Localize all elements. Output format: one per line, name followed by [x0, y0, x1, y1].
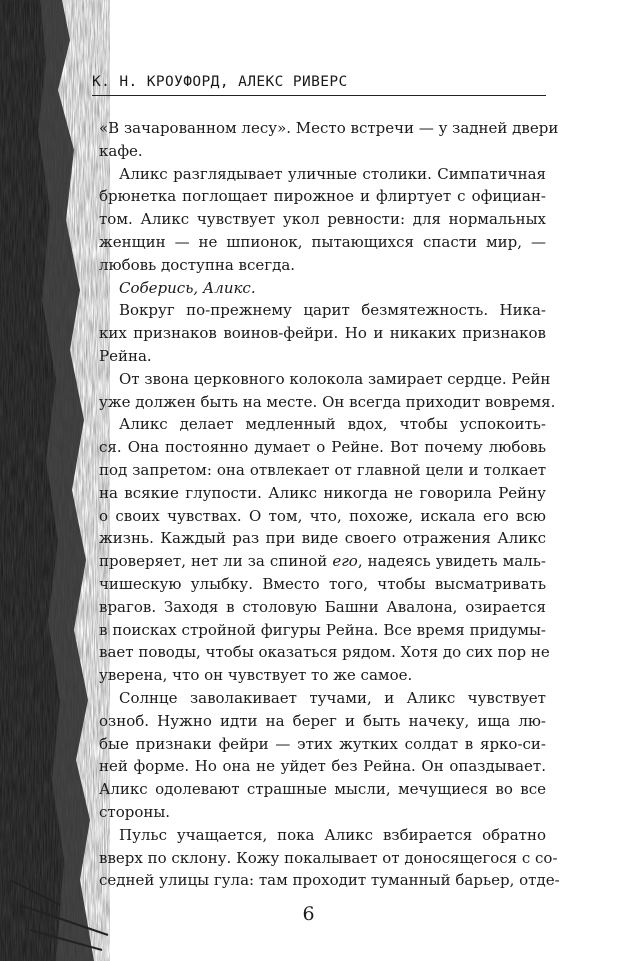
text-line: Аликс разглядывает уличные столики. Симпатичная	[119, 164, 546, 183]
emphasis-word: его	[332, 552, 358, 571]
text-line: «В зачарованном лесу». Место встречи — у задней двери	[99, 119, 559, 137]
text-line: врагов. Заходя в столовую Башни Авалона, озирается	[99, 597, 546, 616]
text-line: уверена, что он чувствует то же самое.	[99, 666, 413, 685]
text-line: жизнь. Каждый раз при виде своего отражения Аликс	[99, 529, 546, 548]
page-number: 6	[302, 903, 315, 925]
text-line: женщин — не шпионок, пытающихся спасти мир, —	[99, 232, 546, 251]
text-line: Рейна.	[99, 346, 152, 365]
text-line: стороны.	[99, 802, 171, 821]
text-line: Вокруг по-прежнему царит безмятежность. Ника-	[119, 301, 546, 320]
text-line: седней улицы гула: там проходит туманный барьер, отде-	[99, 871, 560, 890]
body-text	[99, 117, 560, 892]
text-line: От звона церковного колокола замирает сердце. Рейн	[119, 369, 551, 388]
text-line: ней форме. Но она не уйдет без Рейна. Он опаздывает.	[99, 757, 546, 776]
text-line: уже должен быть на месте. Он всегда приходит вовремя.	[99, 392, 556, 411]
text-line: о своих чувствах. О том, что, похоже, искала его всю	[99, 506, 546, 525]
text-line: озноб. Нужно идти на берег и быть начеку, ища лю-	[99, 711, 546, 730]
text-line: на всякие глупости. Аликс никогда не говорила Рейну	[99, 483, 546, 502]
text-line: Аликс делает медленный вдох, чтобы успокоить-	[119, 415, 546, 434]
text-line: в поисках стройной фигуры Рейна. Все время придумы-	[99, 620, 546, 639]
text-line: любовь доступна всегда.	[99, 255, 296, 274]
text-line: ких признаков воинов-фейри. Но и никаких признаков	[99, 324, 546, 343]
text-line: Пульс учащается, пока Аликс взбирается обратно	[119, 825, 546, 844]
text-line: чишескую улыбку. Вместо того, чтобы высматривать	[99, 574, 546, 593]
text-line: проверяет, нет ли за спиной его, надеясь увидеть маль-	[99, 552, 546, 571]
text-line: бые признаки фейри — этих жутких солдат в ярко-си-	[99, 734, 546, 753]
text-line: вает поводы, чтобы оказаться рядом. Хотя до сих пор не	[99, 643, 550, 662]
text-line: том. Аликс чувствует укол ревности: для нормальных	[99, 210, 546, 229]
text-line: под запретом: она отвлекает от главной цели и толкает	[99, 460, 546, 479]
text-line: вверх по склону. Кожу покалывает от доносящегося с со-	[99, 848, 558, 867]
torn-dark-page-edge	[0, 0, 110, 961]
text-line: брюнетка поглощает пирожное и флиртует с официан-	[99, 187, 546, 206]
running-header-authors: К. Н. КРОУФОРД, АЛЕКС РИВЕРС	[92, 73, 546, 96]
text-line: Аликс одолевают страшные мысли, мечущиеся во все	[99, 780, 546, 799]
text-line: Соберись, Аликс.	[119, 278, 256, 297]
text-line: кафе.	[99, 141, 143, 160]
text-line: Солнце заволакивает тучами, и Аликс чувствует	[119, 688, 546, 707]
text-line: ся. Она постоянно думает о Рейне. Вот почему любовь	[99, 438, 546, 457]
